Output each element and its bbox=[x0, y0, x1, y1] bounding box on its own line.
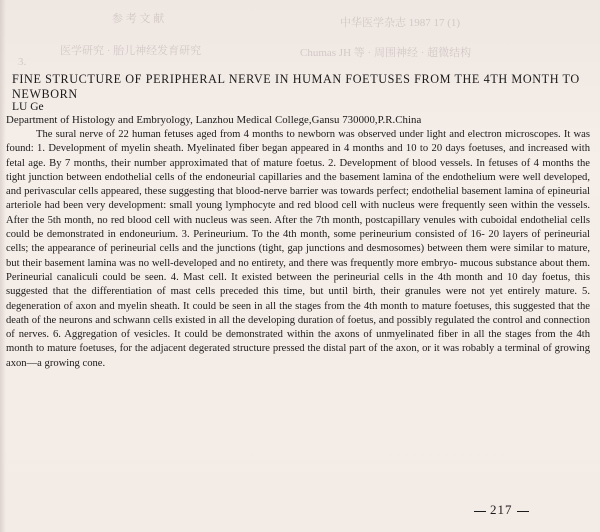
article-author: LU Ge bbox=[12, 101, 44, 113]
page-number-value: 217 bbox=[490, 502, 513, 517]
bleed-line: Chumas JH 等 · 周围神经 · 超微结构 bbox=[300, 47, 472, 59]
article-abstract: The sural nerve of 22 human fetuses aged from 4 months to newborn was observed under light and electron microscopes. It was found: 1. Development of myelin sheath. Myelinated fiber began appeared in 4 months and 10 to 20 days foetuses, and increased with fetal age. By 7 months, their number approximated that of mature foetus. 2. Development of blood vessels. In fetuses of 4 months the tight junction between endothelial cells of the endoneurial capillaries and the basement lamina of the endothelium were well developed, and perivascular cells appeared, these suggesting that blood-nerve barrier was towards perfect; endothelial basement lamina of epineurial arteriole had been very development: small young lymphocyte and red blood cell with nucleus were frequently seen within the vessels. After the 5th month, no red blood cell with nucleus was seen. After the 7th month, postcapillary venules with cuboidal endothelial cells could be demonstrated in endoneurium. 3. Perineurium. To the 4th month, some perineurium consisted of 16- 20 layers of perineurial cells; the appearance of perineurial cells and the junctions (tight, gap junctions and desmosomes) between them were similar to mature, but their basement lamina was no well-developed and no entirety, and there was frequently more embryo- mucous substance about them. Perineurial canaliculi could be seen. 4. Mast cell. It existed between the perineurial cells in the 4th month and 10 day foetus, this suggested that the differentiation of mast cells preceded this time, but until birth, their granules were not yet entirely mature. 5. degeneration of axon and myelin sheath. It could be seen in all the stages from the 4th month to mature foetuses, this suggested that the death of the neurons and schwann cells existed in all the developing duration of foetus, and possibly regulated the control and connection of nerves. 6. Aggregation of vesicles. It could be demonstrated within the axons of unmyelinated fiber in all the stages from the 4th month to mature foetuses, for the adjacent degerated structure pressed the distal part of the axon, or it was robably a terminal of growing axon—a growing cone. bbox=[6, 129, 590, 369]
article-title: FINE STRUCTURE OF PERIPHERAL NERVE IN HUMAN FOETUSES FROM THE 4TH MONTH TO NEWBORN bbox=[12, 72, 580, 101]
folio-dash-right bbox=[517, 511, 529, 512]
folio-dash-left bbox=[474, 511, 486, 512]
article-affiliation: Department of Histology and Embryology, Lanzhou Medical College,Gansu 730000,P.R.China bbox=[6, 114, 422, 126]
bleed-through-text bbox=[0, 0, 600, 70]
bleed-line: 中华医学杂志 1987 17 (1) bbox=[340, 17, 461, 29]
bleed-line: 3. bbox=[18, 56, 27, 68]
bleed-line: 医学研究 · 胎儿神经发育研究 bbox=[60, 45, 202, 57]
page-number bbox=[470, 502, 533, 518]
bleed-line: 参 考 文 献 bbox=[112, 13, 165, 25]
